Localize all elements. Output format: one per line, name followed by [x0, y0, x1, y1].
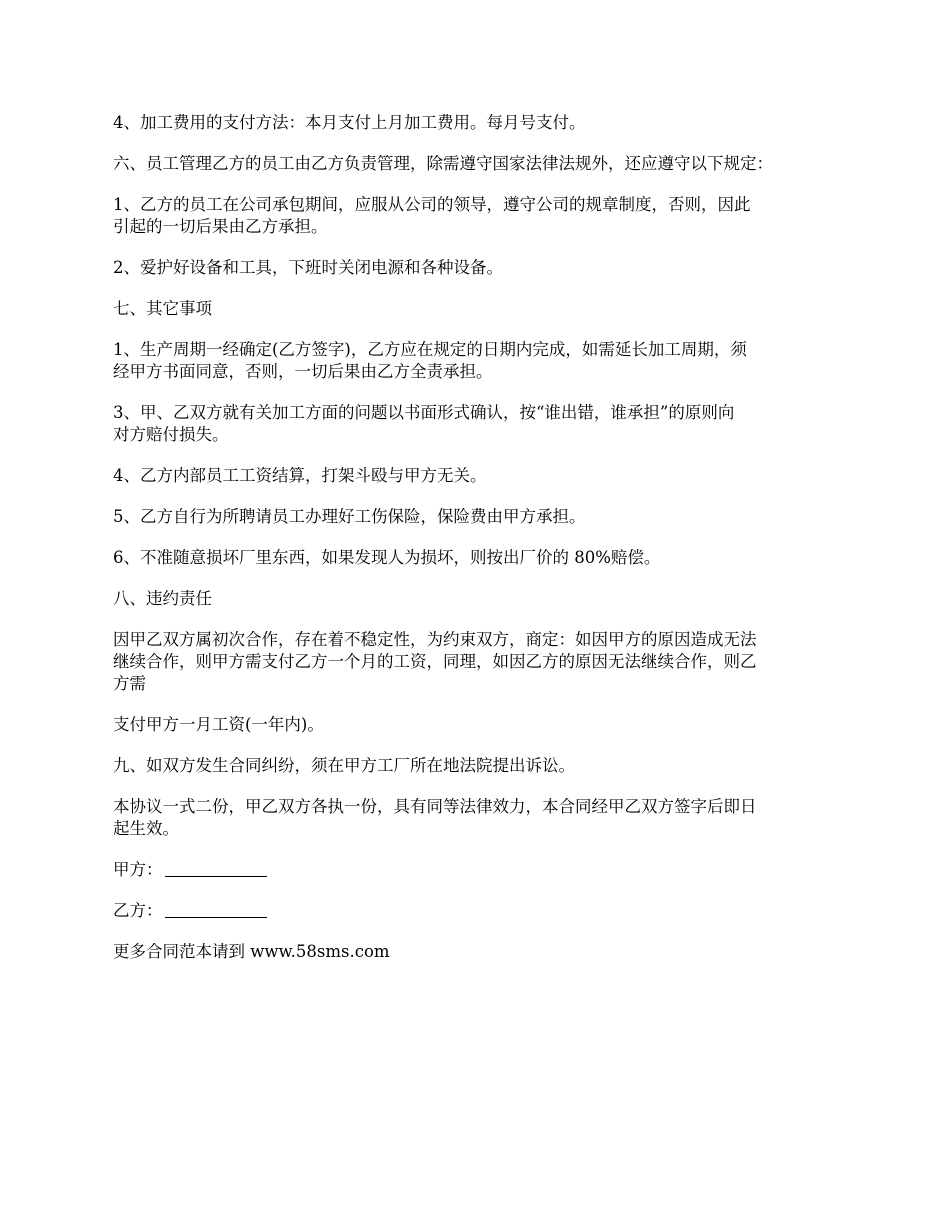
- clause-copies-effect: 本协议一式二份，甲乙双方各执一份，具有同等法律效力，本合同经甲乙双方签字后即日 起生效。: [113, 797, 757, 838]
- clause-protect-equipment: 2、爱护好设备和工具，下班时关闭电源和各种设备。: [113, 258, 503, 277]
- clause-payment-method: 4、加工费用的支付方法：本月支付上月加工费用。每月号支付。: [113, 113, 586, 132]
- clause-internal-wages: 4、乙方内部员工工资结算，打架斗殴与甲方无关。: [113, 466, 487, 485]
- signature-party-a-line: [165, 860, 267, 877]
- clause-production-cycle: 1、生产周期一经确定(乙方签字)，乙方应在规定的日期内完成，如需延长加工周期，须 经甲方书面同意，否则，一切后果由乙方全责承担。: [113, 340, 747, 381]
- clause-staff-obey-rules: 1、乙方的员工在公司承包期间，应服从公司的领导，遵守公司的规章制度，否则，因此 引起的一切后果由乙方承担。: [113, 195, 751, 236]
- section-nine-disputes: 九、如双方发生合同纠纷，须在甲方工厂所在地法院提出诉讼。: [113, 756, 575, 775]
- clause-damage-compensation: 6、不准随意损坏厂里东西，如果发现人为损坏，则按出厂价的 80%赔偿。: [113, 548, 661, 567]
- clause-breach-wages: 因甲乙双方属初次合作，存在着不稳定性，为约束双方，商定：如因甲方的原因造成无法 继续合作，则甲方需支付乙方一个月的工资，同理，如因乙方的原因无法继续合作，则乙 方需: [113, 630, 757, 693]
- section-seven-other-matters: 七、其它事项: [113, 299, 212, 318]
- signature-party-a-label: 甲方：: [113, 860, 163, 879]
- clause-injury-insurance: 5、乙方自行为所聘请员工办理好工伤保险，保险费由甲方承担。: [113, 507, 586, 526]
- clause-written-confirmation: 3、甲、乙双方就有关加工方面的问题以书面形式确认，按“谁出错，谁承担”的原则向 对方赔付损失。: [113, 403, 735, 444]
- clause-breach-wages-continued: 支付甲方一月工资(一年内)。: [113, 715, 324, 734]
- signature-party-b-line: [165, 901, 267, 918]
- section-six-staff-management: 六、员工管理乙方的员工由乙方负责管理，除需遵守国家法律法规外，还应遵守以下规定：: [113, 154, 773, 173]
- document-body: [113, 112, 863, 982]
- signature-party-b-label: 乙方：: [113, 901, 163, 920]
- section-eight-liability: 八、违约责任: [113, 589, 212, 608]
- footer-note: 更多合同范本请到 www.58sms.com: [113, 942, 390, 961]
- signature-party-b: [113, 900, 863, 922]
- signature-party-a: [113, 859, 863, 881]
